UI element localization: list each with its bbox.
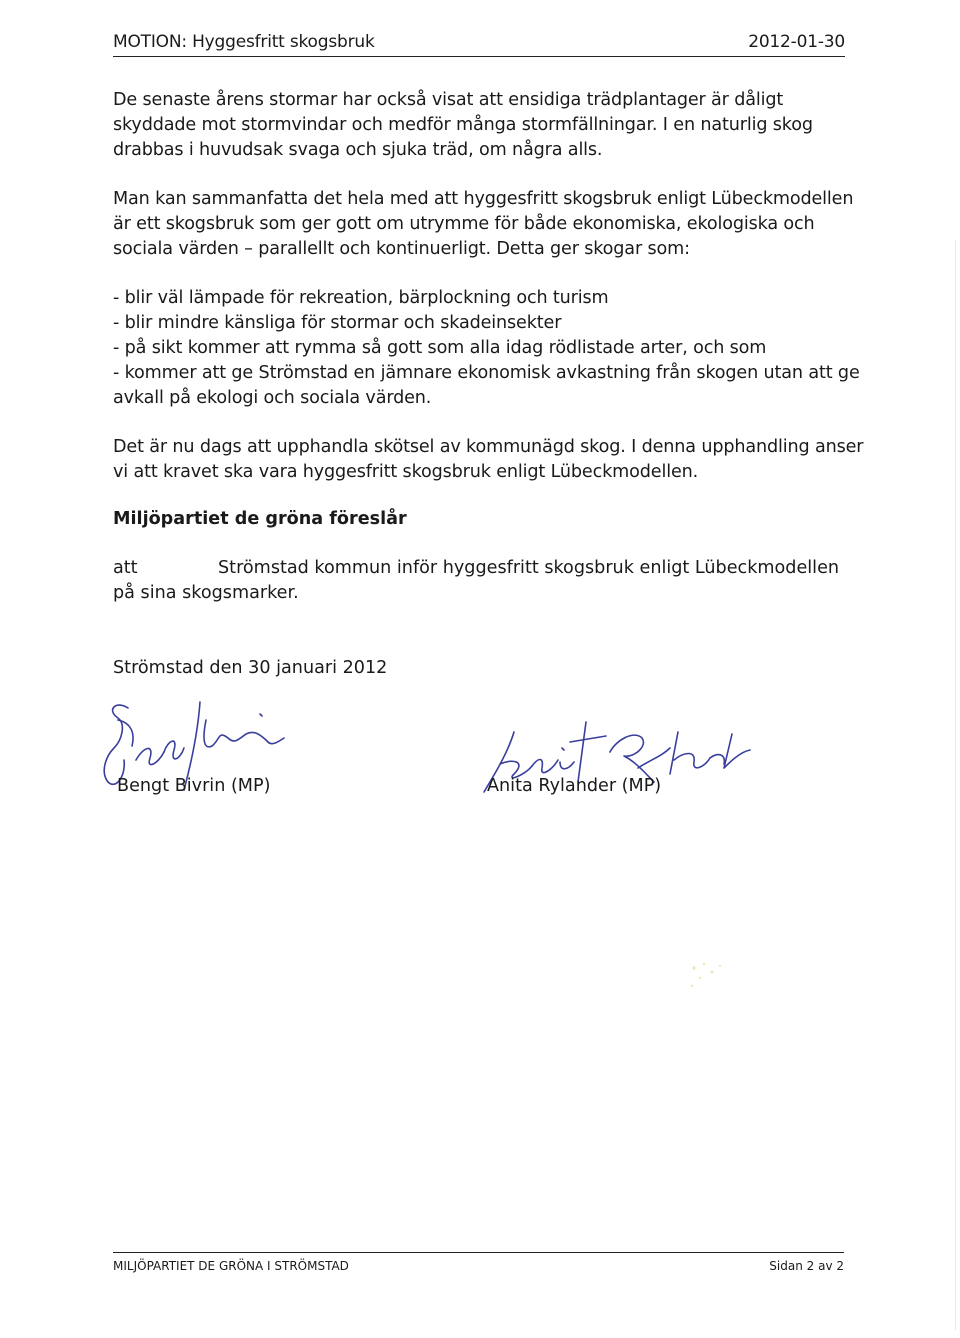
text-line: vi att kravet ska vara hyggesfritt skogsbruk enligt Lübeckmodellen. xyxy=(113,462,699,482)
list-item: - blir mindre känsliga för stormar och skadeinsekter xyxy=(113,313,562,333)
text-line: skyddade mot stormvindar och medför många stormfällningar. I en naturlig skog xyxy=(113,115,813,135)
att-text: Strömstad kommun inför hyggesfritt skogsbruk enligt Lübeckmodellen xyxy=(218,558,840,578)
proposal-heading: Miljöpartiet de gröna föreslår xyxy=(113,509,407,529)
text-line: drabbas i huvudsak svaga och sjuka träd, om några alls. xyxy=(113,140,603,160)
signatory-name: Bengt Bivrin (MP) xyxy=(117,776,271,796)
benefits-list xyxy=(113,286,860,411)
text-line: sociala värden – parallellt och kontinuerligt. Detta ger skogar som: xyxy=(113,239,690,259)
page-number: Sidan 2 av 2 xyxy=(769,1259,844,1273)
scan-edge xyxy=(955,240,956,1330)
text-line: De senaste årens stormar har också visat att ensidiga trädplantager är dåligt xyxy=(113,90,784,110)
page-footer xyxy=(113,1252,844,1275)
signatory-name: Anita Rylander (MP) xyxy=(487,776,662,796)
paragraph-procurement xyxy=(113,435,864,485)
list-item: - blir väl lämpade för rekreation, bärplockning och turism xyxy=(113,288,609,308)
list-item: - på sikt kommer att rymma så gott som alla idag rödlistade arter, och som xyxy=(113,338,767,358)
att-text-continued: på sina skogsmarker. xyxy=(113,583,299,603)
paper-smudge xyxy=(686,956,726,992)
footer-organization: MILJÖPARTIET DE GRÖNA I STRÖMSTAD xyxy=(113,1259,349,1273)
place-and-date: Strömstad den 30 januari 2012 xyxy=(113,658,388,678)
text-line: Det är nu dags att upphandla skötsel av kommunägd skog. I denna upphandling anser xyxy=(113,437,864,457)
page-header xyxy=(113,30,845,57)
list-item: avkall på ekologi och sociala värden. xyxy=(113,388,432,408)
paragraph-storms xyxy=(113,88,853,163)
document-date: 2012-01-30 xyxy=(748,32,845,52)
att-label: att xyxy=(113,558,138,578)
paragraph-summary xyxy=(113,187,853,262)
document-title: MOTION: Hyggesfritt skogsbruk xyxy=(113,32,375,52)
text-line: Man kan sammanfatta det hela med att hyggesfritt skogsbruk enligt Lübeckmodellen xyxy=(113,189,854,209)
list-item: - kommer att ge Strömstad en jämnare ekonomisk avkastning från skogen utan att ge xyxy=(113,363,860,383)
text-line: är ett skogsbruk som ger gott om utrymme för både ekonomiska, ekologiska och xyxy=(113,214,815,234)
